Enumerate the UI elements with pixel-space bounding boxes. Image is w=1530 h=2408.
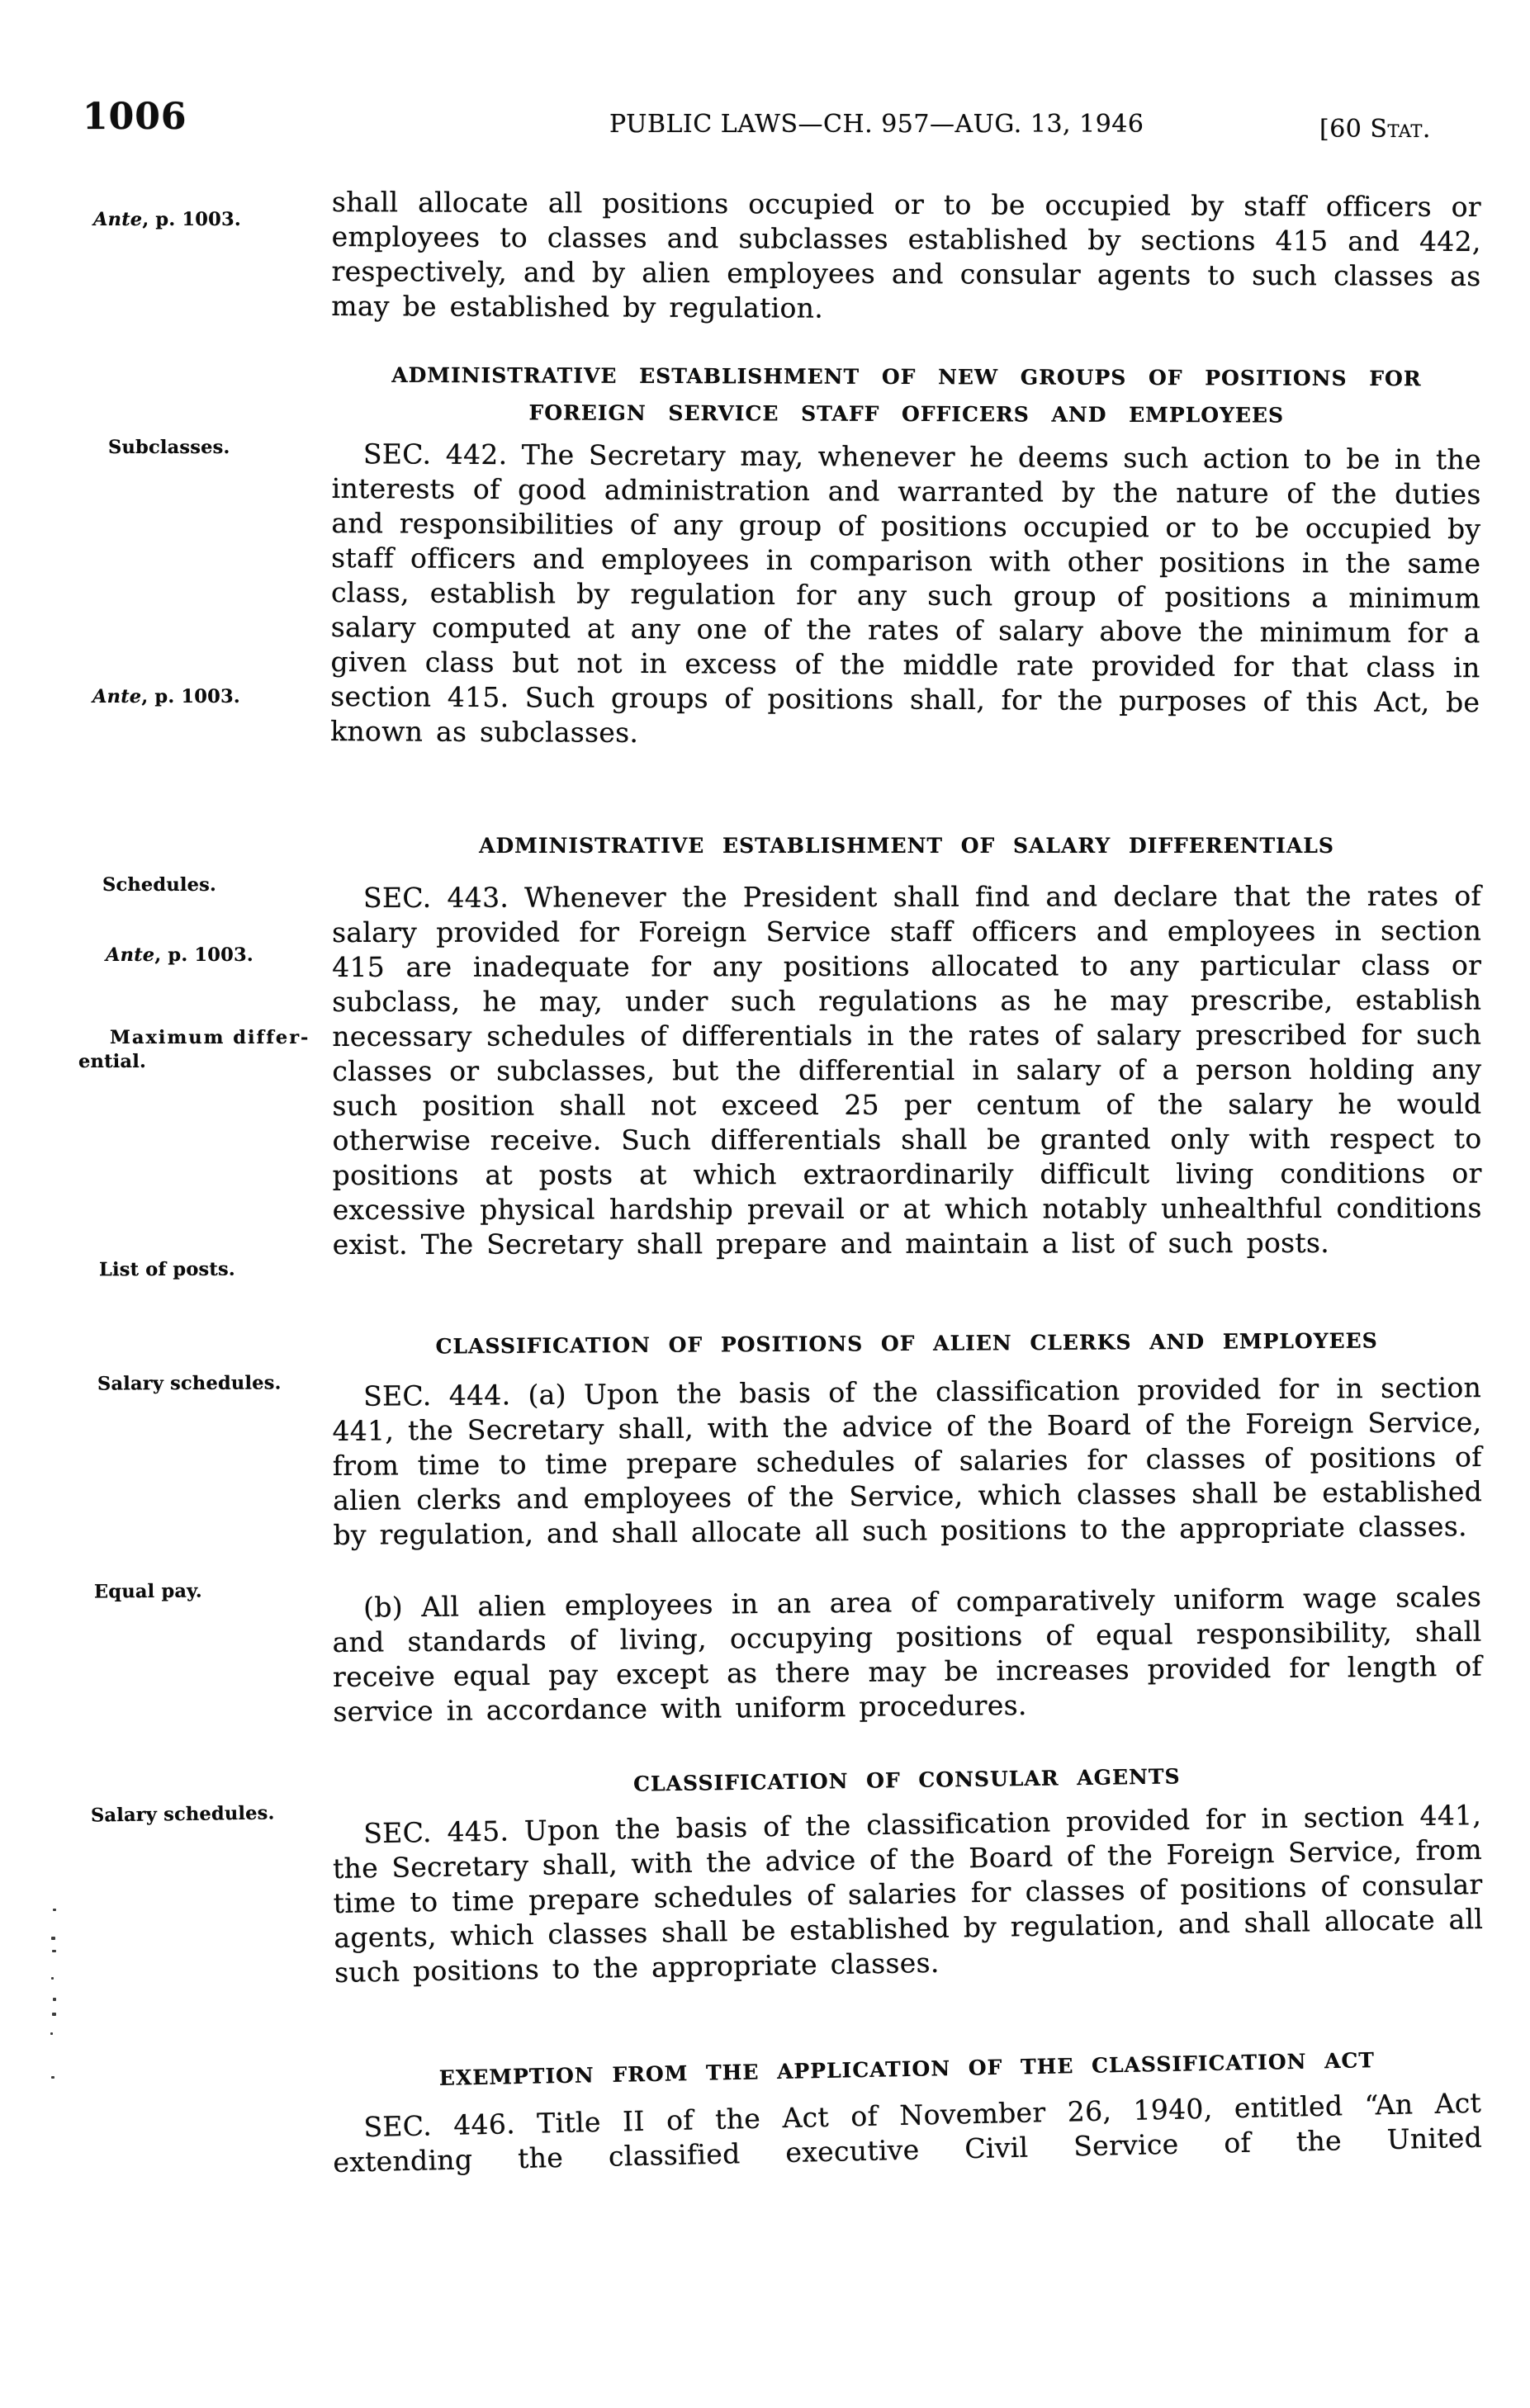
paragraph-sec445: SEC. 445. Upon the basis of the classification provided for in section 441, the Secretary shall, with the advice of the Board of the Foreign Service, from time to time prepare schedules of salaries for classes of positions of consular agents, which classes shall be established by regulation, and shall allocate all such positions to the appropriate classes.: [332, 1798, 1484, 1989]
scan-speckle: [51, 1977, 54, 1980]
margin-note-ante-3-rest: , p. 1003.: [154, 944, 253, 966]
stat-volume-ref: [60 Stat.: [1319, 115, 1431, 144]
page-number: 1006: [83, 96, 187, 138]
paragraph-sec443: SEC. 443. Whenever the President shall find and declare that the rates of salary provided for Foreign Service staff officers and employees in section 415 are inadequate for any positions allocated to any particular class or subclass, he may, under such regulations as he may prescribe, establish necessary schedules of differentials in the rates of salary prescribed for such classes or subclasses, but the differential in salary of a person holding any such position shall not exceed 25 per centum of the salary he would otherwise receive. Such differentials shall be granted only with respect to positions at posts at which extraordinarily difficult living conditions or excessive physical hardship prevail or at which notably unhealthful conditions exist. The Secretary shall prepare and maintain a list of such posts.: [332, 879, 1482, 1261]
heading-sec443: ADMINISTRATIVE ESTABLISHMENT OF SALARY DIFFERENTIALS: [479, 834, 1334, 858]
margin-note-ante-1-rest: , p. 1003.: [142, 209, 241, 230]
running-title: PUBLIC LAWS—CH. 957—AUG. 13, 1946: [609, 110, 1144, 139]
paragraph-sec444-a: SEC. 444. (a) Upon the basis of the classification provided for in section 441, the Secretary shall, with the advice of the Board of the Foreign Service, from time to time prepare schedules of salaries for classes of positions of alien clerks and employees of the Service, which classes shall be established by regulation, and shall allocate all such positions to the appropriate classes.: [332, 1371, 1483, 1551]
paragraph-sec442: SEC. 442. The Secretary may, whenever he deems such action to be in the interests of good administration and warranted by the nature of the duties and responsibilities of any group of positions occupied or to be occupied by staff officers and employees in comparison with other positions in the same class, establish by regulation for any such group of positions a minimum salary computed at any one of the rates of salary above the minimum for a given class but not in excess of the middle rate provided for that class in section 415. Such groups of positions shall, for the purposes of this Act, be known as subclasses.: [330, 438, 1481, 749]
paragraph-continuation-sec441: shall allocate all positions occupied or to be occupied by staff officers or employees to classes and subclasses established by sections 415 and 442, respectively, and by alien employees and consular agents to such classes as may be established by regulation.: [331, 185, 1481, 324]
scan-speckle: [52, 2013, 56, 2016]
heading-sec445: CLASSIFICATION OF CONSULAR AGENTS: [632, 1764, 1181, 1796]
margin-note-ante-1-italic: Ante: [93, 209, 143, 230]
heading-sec446: EXEMPTION FROM THE APPLICATION OF THE CLASSIFICATION ACT: [438, 2048, 1376, 2090]
margin-note-salary-schedules-1: Salary schedules.: [97, 1372, 282, 1395]
margin-note-salary-schedules-2: Salary schedules.: [90, 1802, 275, 1827]
margin-note-maximum-differential: [78, 1026, 343, 1074]
margin-note-subclasses: Subclasses.: [108, 437, 230, 458]
margin-note-ante-2: [92, 685, 240, 709]
margin-note-ante-2-italic: Ante: [92, 686, 142, 707]
heading-sec442-line2: FOREIGN SERVICE STAFF OFFICERS AND EMPLOYEES: [528, 400, 1285, 428]
paragraph-sec444-b: (b) All alien employees in an area of comparatively uniform wage scales and standards of living, occupying positions of equal responsibility, shall receive equal pay except as there may be increases provided for length of service in accordance with uniform procedures.: [332, 1580, 1483, 1728]
margin-note-maximum-differential-line2: ential.: [78, 1051, 146, 1072]
scan-speckle: [51, 2076, 54, 2079]
heading-sec442-line1: ADMINISTRATIVE ESTABLISHMENT OF NEW GROUPS OF POSITIONS FOR: [391, 362, 1422, 391]
margin-note-schedules: Schedules.: [102, 874, 217, 896]
scan-speckle: [51, 1937, 55, 1940]
margin-note-equal-pay: Equal pay.: [93, 1580, 202, 1603]
scan-speckle: [53, 1998, 56, 2001]
heading-sec444: CLASSIFICATION OF POSITIONS OF ALIEN CLERKS AND EMPLOYEES: [435, 1328, 1378, 1359]
margin-note-maximum-differential-line1: Maximum differ-: [110, 1027, 310, 1048]
scan-speckle: [53, 1909, 56, 1911]
margin-note-ante-3-italic: Ante: [106, 944, 155, 966]
margin-note-ante-3: [106, 944, 253, 967]
heading-sec442: [332, 357, 1481, 435]
margin-note-ante-2-rest: , p. 1003.: [141, 686, 240, 707]
paragraph-sec446: SEC. 446. Title II of the Act of November 26, 1940, entitled “An Act extending the classified executive Civil Service of the United: [332, 2086, 1483, 2179]
margin-note-ante-1: [93, 208, 241, 232]
scan-speckle: [50, 2032, 53, 2035]
margin-note-list-of-posts: List of posts.: [98, 1258, 235, 1281]
scan-speckle: [52, 1950, 56, 1952]
